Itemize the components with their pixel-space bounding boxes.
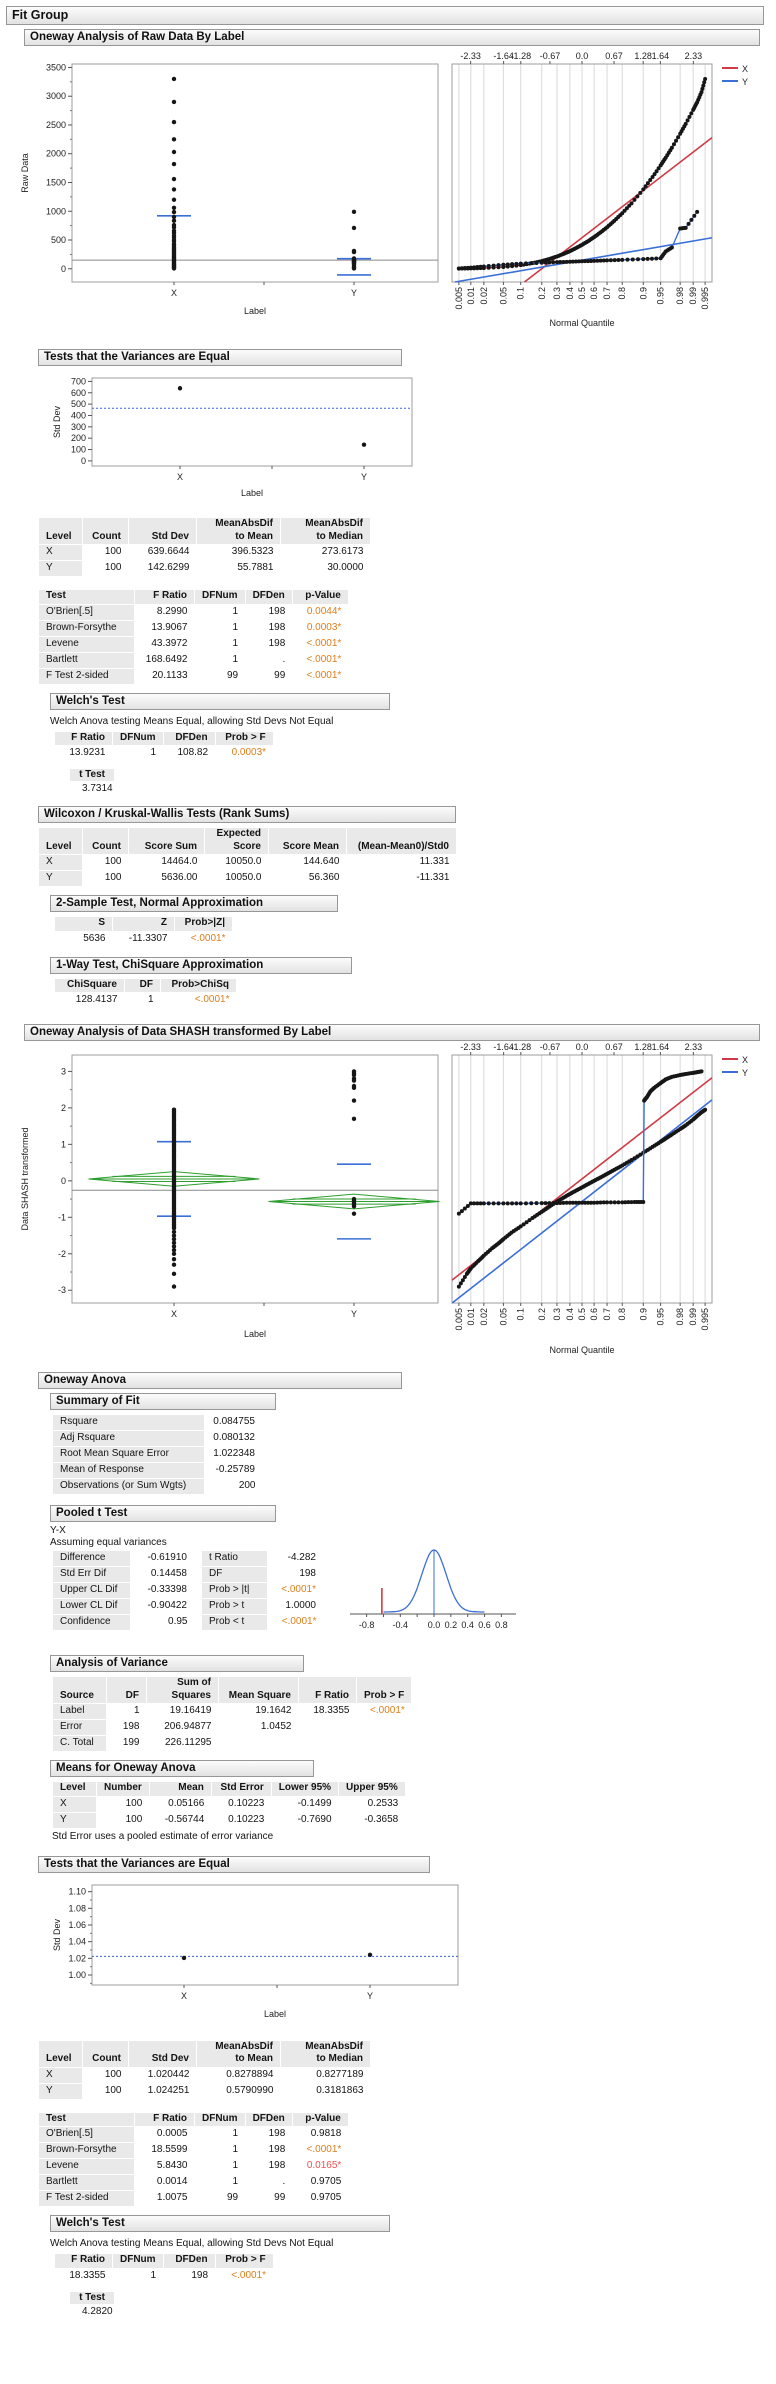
svg-text:X: X <box>176 472 184 482</box>
svg-text:0.8: 0.8 <box>617 1308 628 1321</box>
svg-text:-2: -2 <box>57 1248 66 1259</box>
svg-text:Y: Y <box>742 1068 749 1078</box>
section-welch1-header[interactable]: Welch's Test <box>50 693 390 710</box>
svg-text:2.33: 2.33 <box>684 51 703 61</box>
svg-text:0.0: 0.0 <box>575 51 589 61</box>
section-aov-header[interactable]: Analysis of Variance <box>50 1655 304 1672</box>
svg-text:0.8: 0.8 <box>495 1620 508 1630</box>
svg-text:0.8: 0.8 <box>617 287 628 300</box>
pooled-left-table: Difference -0.61910 Std Err Dif 0.14458 Upper CL Dif -0.33398 Lower CL Dif -0.90422 Confidence 0.95 <box>52 1550 195 1631</box>
svg-text:Y: Y <box>742 77 749 87</box>
svg-text:0.005: 0.005 <box>453 1308 464 1331</box>
pooled-subtitle: Y-X <box>50 1525 66 1536</box>
svg-text:X: X <box>742 1055 749 1065</box>
svg-text:0.6: 0.6 <box>478 1620 491 1630</box>
shash-normal-quantile-plot[interactable] <box>444 1043 774 1362</box>
svg-text:0.4: 0.4 <box>564 287 575 300</box>
svg-text:1.64: 1.64 <box>651 51 670 61</box>
welch2-note: Welch Anova testing Means Equal, allowing Std Devs Not Equal <box>50 2238 334 2249</box>
section-variances2-header[interactable]: Tests that the Variances are Equal <box>38 1856 430 1873</box>
raw-normal-quantile-plot[interactable] <box>444 48 774 335</box>
section-variances1-header[interactable]: Tests that the Variances are Equal <box>38 349 402 366</box>
svg-text:0.3: 0.3 <box>551 287 562 300</box>
svg-text:0.1: 0.1 <box>515 1308 526 1321</box>
svg-text:0.02: 0.02 <box>478 1308 489 1326</box>
svg-text:Y: Y <box>360 472 368 482</box>
svg-text:0.95: 0.95 <box>655 1308 666 1326</box>
svg-text:Y: Y <box>366 1990 374 2001</box>
svg-text:3500: 3500 <box>45 62 66 73</box>
welch2-table: F Ratio DFNum DFDen Prob > F 18.3355 1 198 <.0001* <box>54 2253 776 2284</box>
svg-text:1000: 1000 <box>45 206 66 217</box>
welch1-note: Welch Anova testing Means Equal, allowing Std Devs Not Equal <box>50 715 334 727</box>
svg-text:0.01: 0.01 <box>465 1308 476 1326</box>
svg-text:Raw Data: Raw Data <box>20 153 30 193</box>
section-anova-header[interactable]: Oneway Anova <box>38 1372 402 1389</box>
svg-text:0.005: 0.005 <box>453 287 464 310</box>
svg-text:0.6: 0.6 <box>589 287 600 300</box>
aov-table: Source DF Sum of Squares Mean Square F Ratio Prob > F Label 1 19.16419 19.1642 18.3355 <.0001* Error 198 206.94877 1.0452 C. Total 199 226.11295 <box>52 1676 776 1752</box>
summary-of-fit-table: Rsquare 0.084755 Adj Rsquare 0.080132 Root Mean Square Error 1.022348 Mean of Response -0.25789 Observations (or Sum Wgts) 200 <box>52 1414 776 1495</box>
chisq-table: ChiSquare DF Prob>ChiSq 128.4137 1 <.0001* <box>54 978 776 1009</box>
svg-text:1.06: 1.06 <box>68 1919 86 1930</box>
svg-text:0.67: 0.67 <box>605 1043 623 1052</box>
svg-text:1: 1 <box>60 1139 66 1150</box>
section-summary-of-fit-header[interactable]: Summary of Fit <box>50 1393 276 1410</box>
svg-text:0.995: 0.995 <box>700 287 711 310</box>
svg-text:0.99: 0.99 <box>688 287 699 305</box>
svg-text:0.2: 0.2 <box>444 1620 458 1630</box>
svg-text:0.2: 0.2 <box>536 1308 547 1321</box>
svg-text:0.1: 0.1 <box>515 287 526 300</box>
svg-text:0.98: 0.98 <box>675 287 686 305</box>
variance-tests-table-1: Test F Ratio DFNum DFDen p-Value O'Brien[.5] 8.2990 1 198 0.0044* Brown-Forsythe 13.9067 1 198 0.0003* Levene 43.3972 1 198 <.0001* Bartlett 168.6492 1 . <.0001* F Test 2-sided 20.1133 99 99 <.0001* <box>38 589 776 685</box>
svg-text:200: 200 <box>70 433 86 444</box>
svg-text:0.95: 0.95 <box>655 287 666 305</box>
section-pooled-t-header[interactable]: Pooled t Test <box>50 1505 276 1522</box>
svg-text:0.4: 0.4 <box>461 1620 474 1630</box>
svg-text:1.28: 1.28 <box>634 1043 652 1052</box>
svg-text:0.5: 0.5 <box>577 1308 587 1321</box>
raw-oneway-charts <box>14 48 776 335</box>
raw-oneway-scatter-plot[interactable] <box>14 48 444 335</box>
svg-text:0.6: 0.6 <box>589 1308 600 1321</box>
section-shash-oneway-header[interactable]: Oneway Analysis of Data SHASH transformed By Label <box>24 1024 760 1041</box>
svg-text:0.9: 0.9 <box>638 287 649 300</box>
stddev-plot-shash[interactable] <box>14 1875 776 2028</box>
svg-text:-1.64: -1.64 <box>493 1043 514 1052</box>
svg-text:Normal Quantile: Normal Quantile <box>549 318 615 328</box>
svg-text:1.28: 1.28 <box>634 51 652 61</box>
svg-text:0.99: 0.99 <box>688 1308 699 1326</box>
svg-text:Data SHASH transformed: Data SHASH transformed <box>20 1127 30 1231</box>
svg-text:-0.8: -0.8 <box>358 1620 375 1630</box>
section-wilcoxon-header[interactable]: Wilcoxon / Kruskal-Wallis Tests (Rank Sums) <box>38 806 456 823</box>
svg-text:X: X <box>180 1990 188 2001</box>
variance-tests-table-2: Test F Ratio DFNum DFDen p-Value O'Brien[.5] 0.0005 1 198 0.9818 Brown-Forsythe 18.5599 1 198 <.0001* Levene 5.8430 1 198 0.0165* Bartlett 0.0014 1 . 0.9705 F Test 2-sided 1.0075 99 99 0.9705 <box>38 2112 776 2208</box>
section-two-sample-header[interactable]: 2-Sample Test, Normal Approximation <box>50 895 338 912</box>
svg-text:0.0: 0.0 <box>427 1620 441 1630</box>
stddev-plot-raw[interactable] <box>14 368 776 505</box>
svg-text:100: 100 <box>70 444 86 455</box>
fit-group-header[interactable] <box>6 6 764 25</box>
svg-text:-0.67: -0.67 <box>539 51 561 61</box>
svg-text:400: 400 <box>70 410 86 421</box>
svg-text:0.4: 0.4 <box>564 1308 575 1321</box>
means-footnote: Std Error uses a pooled estimate of error variance <box>52 1830 274 1842</box>
pooled-right-table: t Ratio -4.282 DF 198 Prob > |t| <.0001* Prob > t 1.0000 Prob < t <.0001* <box>201 1550 324 1631</box>
svg-text:Y: Y <box>350 288 358 298</box>
svg-text:0.02: 0.02 <box>478 287 489 305</box>
svg-text:Y: Y <box>350 1309 358 1319</box>
svg-text:0.05: 0.05 <box>498 1308 509 1326</box>
svg-text:1.10: 1.10 <box>68 1886 86 1897</box>
pooled-t-block <box>52 1550 776 1645</box>
pooled-t-density-plot[interactable] <box>348 1536 520 1645</box>
svg-text:0.5: 0.5 <box>577 287 587 300</box>
svg-text:Std Dev: Std Dev <box>52 1918 62 1951</box>
svg-text:X: X <box>742 64 749 74</box>
svg-text:0.01: 0.01 <box>465 287 476 305</box>
svg-text:2.33: 2.33 <box>684 1043 703 1052</box>
svg-text:3: 3 <box>60 1066 66 1077</box>
two-sample-table: S Z Prob>|Z| 5636 -11.3307 <.0001* <box>54 916 776 947</box>
svg-text:-2.33: -2.33 <box>460 1043 481 1052</box>
svg-text:0.2: 0.2 <box>536 287 547 300</box>
svg-text:3000: 3000 <box>45 91 66 102</box>
means-table: Level Number Mean Std Error Lower 95% Upper 95% X 100 0.05166 0.10223 -0.1499 0.2533 Y 100 -0.56744 0.10223 -0.7690 -0.3658 <box>52 1781 776 1829</box>
svg-text:-1: -1 <box>57 1212 66 1223</box>
svg-text:0.7: 0.7 <box>602 1308 613 1321</box>
shash-oneway-scatter-plot[interactable] <box>14 1043 444 1362</box>
svg-text:0: 0 <box>80 455 86 466</box>
t-test-label: t Test <box>70 2292 114 2304</box>
svg-text:500: 500 <box>70 399 86 410</box>
svg-text:0.67: 0.67 <box>605 51 623 61</box>
svg-text:2: 2 <box>60 1102 66 1113</box>
svg-text:Label: Label <box>243 1329 267 1339</box>
svg-text:600: 600 <box>70 387 86 398</box>
svg-text:Label: Label <box>263 2008 287 2019</box>
svg-text:-1.28: -1.28 <box>510 1043 532 1052</box>
svg-text:Label: Label <box>243 306 267 316</box>
svg-text:1.02: 1.02 <box>68 1952 86 1963</box>
t-test-value: 4.2820 <box>82 2305 113 2317</box>
svg-text:2000: 2000 <box>45 148 66 159</box>
t-test-block-1 <box>54 764 776 794</box>
svg-text:0: 0 <box>60 1175 66 1186</box>
svg-text:1500: 1500 <box>45 177 66 188</box>
svg-text:2500: 2500 <box>45 119 66 130</box>
welch1-table: F Ratio DFNum DFDen Prob > F 13.9231 1 108.82 0.0003* <box>54 731 776 762</box>
t-test-value: 3.7314 <box>82 783 113 794</box>
fit-group-title: Fit Group <box>12 8 69 22</box>
pooled-note: Assuming equal variances <box>50 1537 167 1548</box>
t-test-block-2 <box>54 2287 776 2317</box>
t-test-label: t Test <box>70 769 114 781</box>
svg-text:0.9: 0.9 <box>638 1308 649 1321</box>
svg-text:700: 700 <box>70 376 86 387</box>
svg-text:0: 0 <box>60 263 66 274</box>
section-raw-oneway-header[interactable]: Oneway Analysis of Raw Data By Label <box>24 29 760 46</box>
variance-stats-table-1: Level Count Std Dev MeanAbsDif to Mean MeanAbsDif to Median X 100 639.6644 396.5323 273.6173 Y 100 142.6299 55.7881 30.0000 <box>38 517 776 577</box>
svg-text:300: 300 <box>70 421 86 432</box>
svg-text:X: X <box>170 288 178 298</box>
svg-text:X: X <box>170 1309 178 1319</box>
variance-stats-table-2: Level Count Std Dev MeanAbsDif to Mean MeanAbsDif to Median X 100 1.020442 0.8278894 0.8277189 Y 100 1.024251 0.5790990 0.3181863 <box>38 2040 776 2100</box>
svg-text:1.64: 1.64 <box>651 1043 670 1052</box>
svg-text:0.05: 0.05 <box>498 287 509 305</box>
svg-text:0.7: 0.7 <box>602 287 613 300</box>
svg-text:-2.33: -2.33 <box>460 51 481 61</box>
shash-oneway-charts <box>14 1043 776 1362</box>
section-welch2-header[interactable]: Welch's Test <box>50 2215 390 2232</box>
svg-text:1.08: 1.08 <box>68 1902 86 1913</box>
svg-text:Std Dev: Std Dev <box>52 405 62 439</box>
svg-text:Normal Quantile: Normal Quantile <box>549 1345 615 1355</box>
svg-text:-0.4: -0.4 <box>392 1620 409 1630</box>
svg-text:1.04: 1.04 <box>68 1936 86 1947</box>
svg-text:0.0: 0.0 <box>575 1043 589 1052</box>
svg-text:-1.64: -1.64 <box>493 51 514 61</box>
svg-text:-0.67: -0.67 <box>539 1043 561 1052</box>
section-chisq-header[interactable]: 1-Way Test, ChiSquare Approximation <box>50 957 352 974</box>
svg-text:Label: Label <box>240 488 264 498</box>
svg-text:1.00: 1.00 <box>68 1969 86 1980</box>
svg-text:-3: -3 <box>57 1285 66 1296</box>
svg-text:0.3: 0.3 <box>551 1308 562 1321</box>
svg-text:500: 500 <box>50 235 66 246</box>
svg-text:0.995: 0.995 <box>700 1308 711 1331</box>
wilcoxon-table: Level Count Score Sum Expected Score Score Mean (Mean-Mean0)/Std0 X 100 14464.0 10050.0 144.640 11.331 Y 100 5636.00 10050.0 56.360 -11.331 <box>38 827 776 887</box>
svg-text:0.98: 0.98 <box>675 1308 686 1326</box>
section-means-header[interactable]: Means for Oneway Anova <box>50 1760 314 1777</box>
svg-text:-1.28: -1.28 <box>510 51 532 61</box>
